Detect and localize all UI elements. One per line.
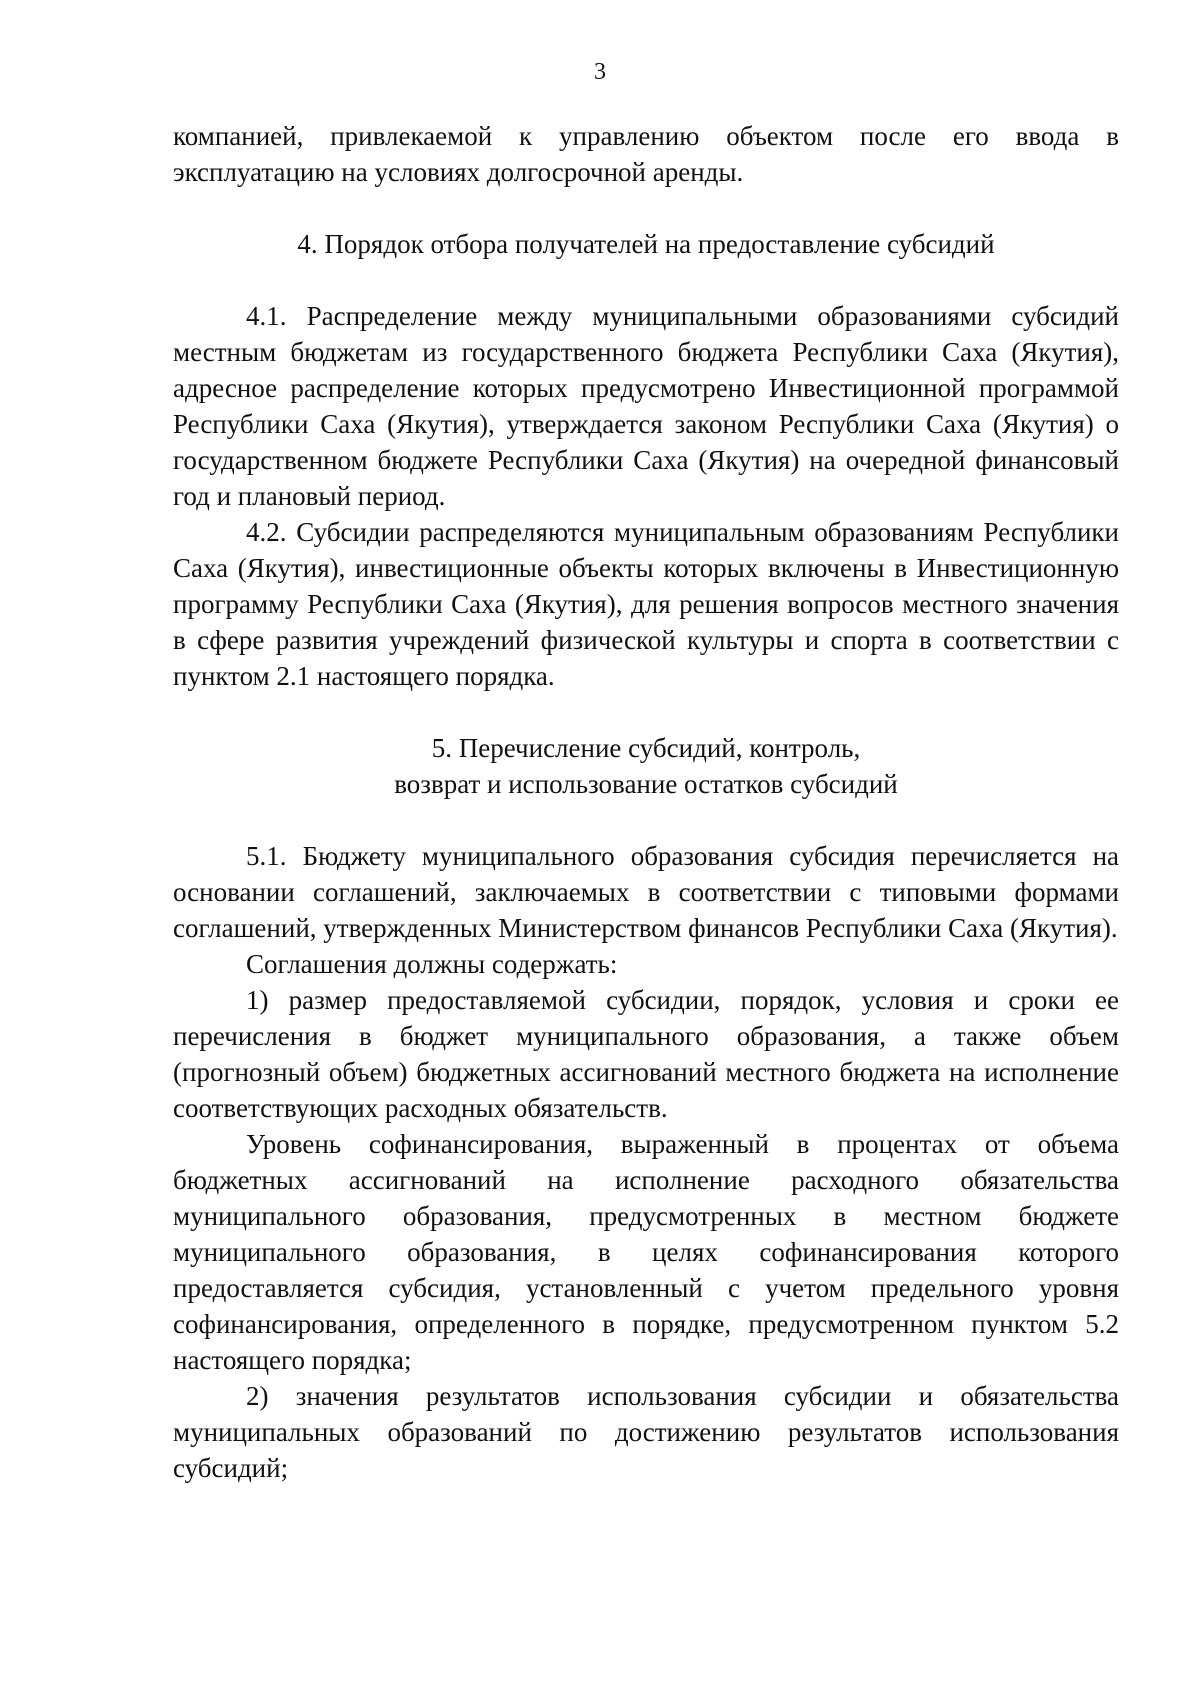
section-5-heading-line-2: возврат и использование остатков субсидий bbox=[394, 769, 898, 799]
section-4-heading: 4. Порядок отбора получателей на предоставление субсидий bbox=[297, 229, 995, 259]
paragraph-4-1: 4.1. Распределение между муниципальными образованиями субсидий местным бюджетам из государственного бюджета Республики Саха (Якутия), адресное распределение которых предусмотрено Инвестиционной программой Республики Саха (Якутия), утверждается законом Республики Саха (Якутия) о государственном бюджете Республики Саха (Якутия) на очередной финансовый год и плановый период. bbox=[173, 301, 1119, 511]
paragraph-item-2: 2) значения результатов использования субсидии и обязательства муниципальных образований по достижению результатов использования субсидий; bbox=[173, 1381, 1119, 1483]
section-5-heading bbox=[173, 730, 1119, 802]
page-number: 3 bbox=[594, 59, 606, 85]
paragraph-agreements: Соглашения должны содержать: bbox=[246, 949, 618, 979]
continuation-paragraph: компанией, привлекаемой к управлению объектом после его ввода в эксплуатацию на условиях долгосрочной аренды. bbox=[173, 121, 1119, 187]
paragraph-item-1: 1) размер предоставляемой субсидии, порядок, условия и сроки ее перечисления в бюджет муниципального образования, а также объем (прогнозный объем) бюджетных ассигнований местного бюджета на исполнение соответствующих расходных обязательств. bbox=[173, 985, 1119, 1123]
paragraph-4-2: 4.2. Субсидии распределяются муниципальным образованиям Республики Саха (Якутия), инвестиционные объекты которых включены в Инвестиционную программу Республики Саха (Якутия), для решения вопросов местного значения в сфере развития учреждений физической культуры и спорта в соответствии с пунктом 2.1 настоящего порядка. bbox=[173, 517, 1119, 691]
paragraph-5-1: 5.1. Бюджету муниципального образования субсидия перечисляется на основании соглашений, заключаемых в соответствии с типовыми формами соглашений, утвержденных Министерством финансов Республики Саха (Якутия). bbox=[173, 841, 1119, 943]
paragraph-cofinancing-level: Уровень софинансирования, выраженный в процентах от объема бюджетных ассигнований на исполнение расходного обязательства муниципального образования, предусмотренных в местном бюджете муниципального образования, в целях софинансирования которого предоставляется субсидия, установленный с учетом предельного уровня софинансирования, определенного в порядке, предусмотренном пунктом 5.2 настоящего порядка; bbox=[173, 1129, 1119, 1375]
document-body bbox=[173, 118, 1119, 1486]
section-5-heading-line-1: 5. Перечисление субсидий, контроль, bbox=[431, 733, 861, 763]
